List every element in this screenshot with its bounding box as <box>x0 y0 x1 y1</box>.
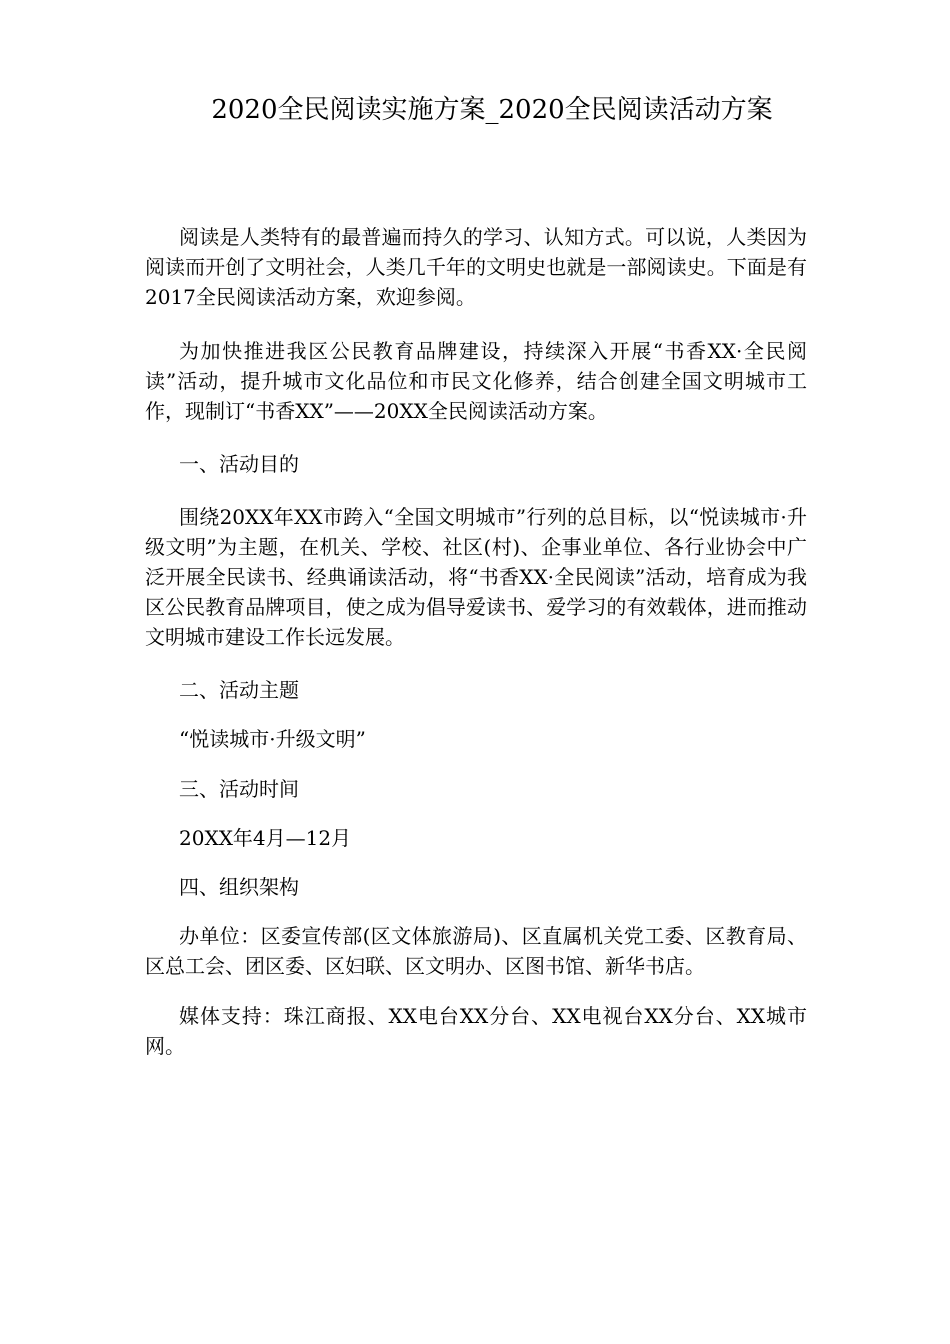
section-heading-objective: 一、活动目的 <box>179 452 299 476</box>
purpose-paragraph: 为加快推进我区公民教育品牌建设，持续深入开展“书香XX·全民阅读”活动，提升城市文化品位和市民文化修养，结合创建全国文明城市工作，现制订“书香XX”——20XX全民阅读活动方案。 <box>145 339 807 423</box>
section-heading-organization: 四、组织架构 <box>179 875 299 899</box>
intro-paragraph: 阅读是人类特有的最普遍而持久的学习、认知方式。可以说，人类因为阅读而开创了文明社会，人类几千年的文明史也就是一部阅读史。下面是有2017全民阅读活动方案，欢迎参阅。 <box>145 225 807 309</box>
section-heading-theme: 二、活动主题 <box>179 678 299 702</box>
document-body <box>145 222 807 1061</box>
time-paragraph: 20XX年4月—12月 <box>179 826 352 850</box>
objective-paragraph: 围绕20XX年XX市跨入“全国文明城市”行列的总目标，以“悦读城市·升级文明”为主题，在机关、学校、社区(村)、企事业单位、各行业协会中广泛开展全民读书、经典诵读活动，将“书香XX·全民阅读”活动，培育成为我区公民教育品牌项目，使之成为倡导爱读书、爱学习的有效载体，进而推动文明城市建设工作长远发展。 <box>145 505 807 649</box>
media-support-paragraph: 媒体支持：珠江商报、XX电台XX分台、XX电视台XX分台、XX城市网。 <box>145 1004 807 1058</box>
document-title: 2020全民阅读实施方案_2020全民阅读活动方案 <box>211 95 773 125</box>
section-heading-time: 三、活动时间 <box>179 777 299 801</box>
organizers-paragraph: 办单位：区委宣传部(区文体旅游局)、区直属机关党工委、区教育局、区总工会、团区委、区妇联、区文明办、区图书馆、新华书店。 <box>145 924 807 978</box>
theme-paragraph: “悦读城市·升级文明” <box>179 727 366 751</box>
